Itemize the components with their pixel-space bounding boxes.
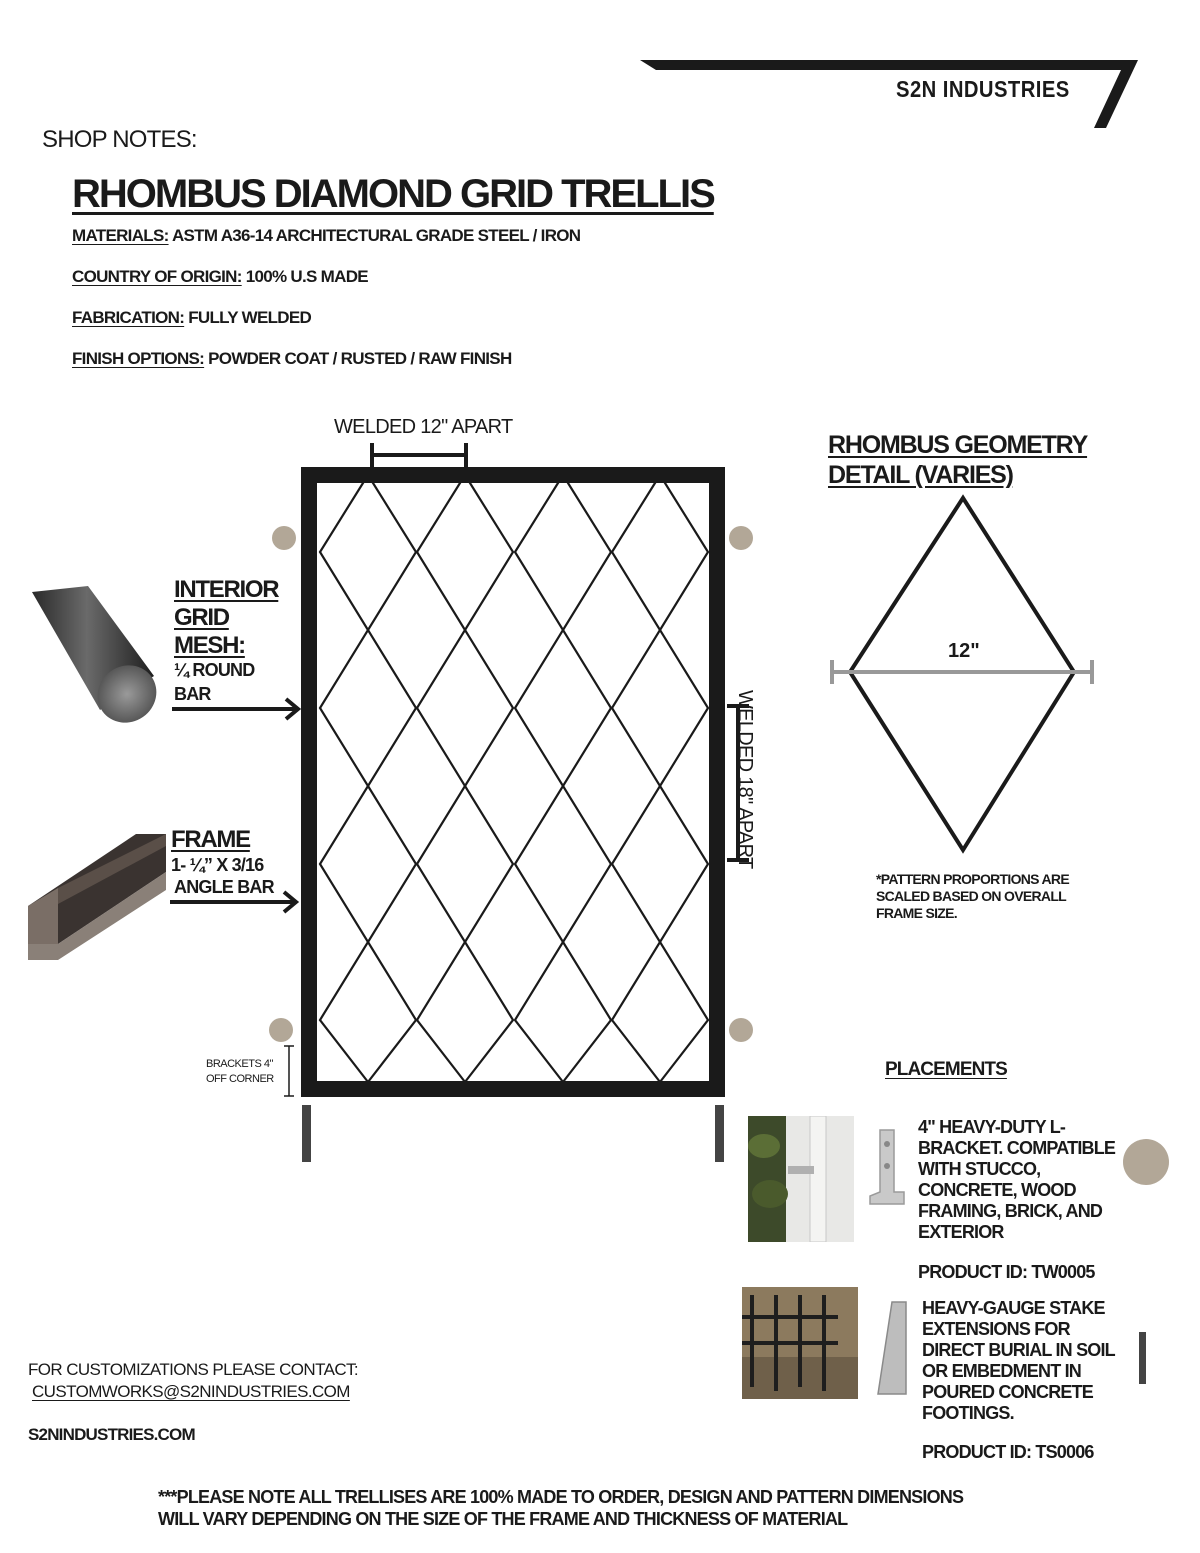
geometry-title: RHOMBUS GEOMETRY DETAIL (VARIES): [828, 431, 1088, 489]
stake-marker: [1138, 1332, 1148, 1384]
spec-materials: MATERIALS: ASTM A36-14 ARCHITECTURAL GRADE STEEL / IRON: [72, 226, 581, 245]
stake-icon: [874, 1300, 910, 1396]
contact-text: FOR CUSTOMIZATIONS PLEASE CONTACT:: [28, 1360, 359, 1379]
spec-fabrication: FABRICATION: FULLY WELDED: [72, 308, 312, 327]
page-title: RHOMBUS DIAMOND GRID TRELLIS: [72, 172, 714, 216]
bracket-offset-note: BRACKETS 4" OFF CORNER: [206, 1058, 274, 1085]
pattern-note: *PATTERN PROPORTIONS ARE SCALED BASED ON OVERALL FRAME SIZE.: [876, 871, 1069, 921]
product-2-id: PRODUCT ID: TS0006: [922, 1442, 1094, 1462]
frame-title: FRAME: [171, 826, 250, 853]
bracket-dot-placement: [1122, 1138, 1172, 1188]
product-2-desc: HEAVY-GAUGE STAKE EXTENSIONS FOR DIRECT BURIAL IN SOIL OR EMBEDMENT IN POURED CONCRETE FOOTINGS.: [922, 1298, 1115, 1423]
mesh-title: INTERIOR GRID MESH:: [174, 576, 279, 659]
product-1-desc: 4" HEAVY-DUTY L-BRACKET. COMPATIBLE WITH STUCCO, CONCRETE, WOOD FRAMING, BRICK, AND EXTERIOR: [918, 1117, 1116, 1242]
l-bracket-photo: [748, 1116, 854, 1242]
l-bracket-icon: [864, 1126, 910, 1208]
shop-notes-label: SHOP NOTES:: [42, 126, 197, 153]
welded-18in-label: WELDED 18" APART: [734, 690, 756, 869]
left-stake: [302, 1105, 311, 1162]
round-bar-photo: [30, 586, 166, 726]
brand-name: S2N INDUSTRIES: [896, 76, 1070, 102]
contact-email-link[interactable]: CUSTOMWORKS@S2NINDUSTRIES.COM: [32, 1382, 350, 1401]
bracket-dot-top-right: [729, 526, 753, 550]
placements-label: PLACEMENTS: [885, 1059, 1007, 1080]
trellis-diagram: [260, 440, 780, 1170]
spec-finish: FINISH OPTIONS: POWDER COAT / RUSTED / RAW FINISH: [72, 349, 512, 368]
mesh-desc: ¼ ROUND BAR: [174, 660, 255, 704]
stake-photo: [742, 1287, 858, 1399]
angle-bar-photo: [28, 832, 168, 964]
geometry-width-label: 12": [948, 640, 980, 662]
bracket-dot-top-left: [272, 526, 296, 550]
website-link[interactable]: S2NINDUSTRIES.COM: [28, 1425, 195, 1444]
frame-desc: 1- ¼” X 3/16 ANGLE BAR: [171, 855, 274, 897]
bracket-dot-bottom-right: [729, 1018, 753, 1042]
bracket-dot-bottom-left: [269, 1018, 293, 1042]
product-1-id: PRODUCT ID: TW0005: [918, 1262, 1095, 1282]
footnote: ***PLEASE NOTE ALL TRELLISES ARE 100% MADE TO ORDER, DESIGN AND PATTERN DIMENSIONS WILL VARY DEPENDING ON THE SIZE OF THE FRAME AND THICKNESS OF MATERIAL: [158, 1487, 964, 1529]
welded-12in-label: WELDED 12" APART: [334, 416, 513, 438]
diamond-grid: [320, 475, 708, 1082]
right-stake: [715, 1105, 724, 1162]
spec-origin: COUNTRY OF ORIGIN: 100% U.S MADE: [72, 267, 368, 286]
rhombus-geometry-diagram: [824, 490, 1100, 860]
dimension-12in-marker: [372, 443, 466, 467]
